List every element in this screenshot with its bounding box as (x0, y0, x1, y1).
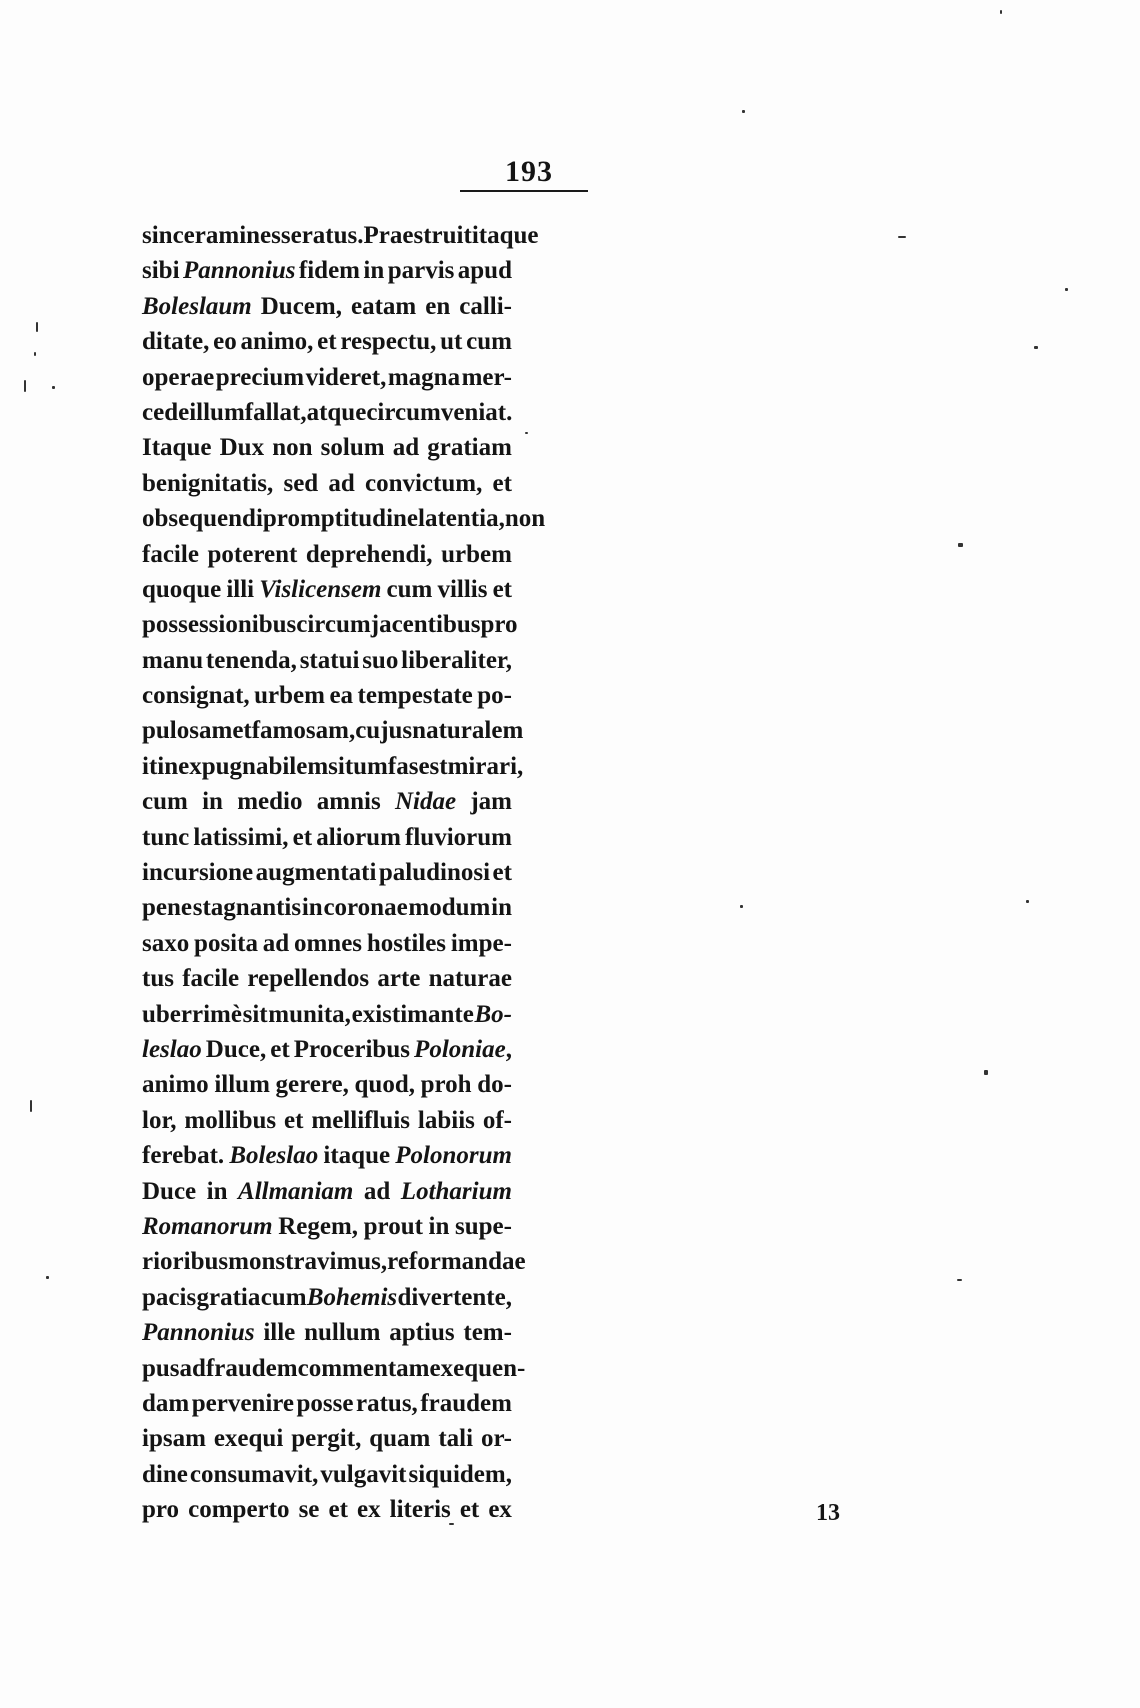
word: Boleslaum (142, 292, 252, 320)
word: rioribus (142, 1248, 229, 1276)
word: divertente, (397, 1283, 512, 1311)
word: non (272, 434, 313, 462)
word: reformandae (387, 1248, 526, 1276)
scan-speck (740, 905, 743, 908)
word: mer- (461, 363, 512, 391)
word: quam (369, 1425, 431, 1453)
word: cum (260, 1283, 307, 1311)
word: impe- (450, 929, 512, 957)
word: saxo (142, 929, 190, 957)
text-line (142, 643, 512, 678)
word: Pannonius (142, 1319, 255, 1347)
word: ratus. (301, 222, 364, 249)
word: Regem, (278, 1212, 359, 1240)
word: Duce (142, 1177, 197, 1205)
word: ut (440, 328, 463, 356)
word: tus (142, 965, 174, 993)
word: jam (470, 788, 512, 816)
word: circumjacentibus (296, 611, 481, 639)
word: illum (214, 1071, 270, 1099)
word: pulosam (142, 717, 233, 745)
word: solum (320, 434, 385, 462)
word: illi (226, 575, 255, 603)
word: supe- (455, 1212, 512, 1240)
text-line (142, 678, 512, 713)
word: arte (377, 965, 421, 993)
word: illum (189, 398, 245, 426)
word: benignitatis, (142, 469, 274, 497)
text-line (142, 1386, 512, 1421)
word: quod, (354, 1071, 415, 1099)
word: naturae (428, 965, 512, 993)
word: tali (438, 1425, 474, 1453)
word: mollibus (184, 1106, 277, 1134)
word: fraudem (205, 1354, 298, 1382)
word: et (232, 717, 252, 745)
text-line (142, 1138, 512, 1173)
word: vulgavit (320, 1460, 407, 1488)
word: coronae (323, 894, 408, 922)
word: labiis (417, 1106, 475, 1134)
word: naturalem (412, 717, 524, 745)
scan-speck (1034, 346, 1038, 349)
word: Duce, (205, 1035, 267, 1063)
word: latentia, (418, 505, 505, 533)
word: Allmaniam (238, 1177, 354, 1205)
word: leslao (142, 1035, 202, 1063)
word: sinceram (142, 222, 240, 249)
word: it (142, 752, 158, 780)
word: famosam, (251, 717, 356, 745)
word: augmentati (255, 859, 377, 887)
word: latissimi, (193, 823, 289, 851)
word: et (492, 859, 512, 887)
word: posita (194, 929, 258, 957)
word: et (284, 1106, 304, 1134)
word: et (292, 823, 313, 851)
word: Ducem, (260, 292, 342, 320)
word: eatam (350, 292, 417, 320)
text-line (142, 784, 512, 819)
scan-speck (36, 322, 38, 332)
word: cede (142, 398, 190, 426)
scan-speck (958, 543, 963, 547)
word: gratia (196, 1283, 261, 1311)
word: fallat, (244, 398, 307, 426)
word: convictum, (364, 469, 483, 497)
text-line (142, 395, 512, 430)
word: poterent (207, 540, 298, 568)
header-rule (460, 190, 588, 192)
word: tempestate (357, 682, 473, 710)
word: apud (457, 257, 512, 285)
word: tunc (142, 823, 190, 851)
word: magna (387, 363, 461, 391)
word: ditate, (142, 328, 210, 356)
scan-speck (449, 1523, 454, 1525)
word: en (425, 292, 451, 320)
word: ferebat. (142, 1142, 225, 1170)
word: repellendos (247, 965, 370, 993)
word: Proceribus (293, 1035, 410, 1063)
word: aptius (389, 1319, 455, 1347)
word: amnis (316, 788, 381, 816)
word: parvis (387, 257, 455, 285)
word: pro (480, 611, 518, 639)
word: sit (242, 1000, 268, 1028)
word: incursione (142, 859, 254, 887)
text-line (142, 1457, 512, 1492)
text-line (142, 360, 512, 395)
word: consumavit, (189, 1460, 319, 1488)
word: statui (299, 646, 360, 674)
scan-speck (1065, 288, 1068, 291)
word: et (459, 1496, 480, 1524)
text-line (142, 997, 512, 1032)
word: animo (142, 1071, 209, 1099)
word: Praestruit (363, 222, 472, 249)
page-number: 193 (505, 155, 553, 188)
scan-speck (34, 352, 36, 356)
word: pervenire (191, 1389, 295, 1417)
word: ex (488, 1496, 512, 1524)
word: Lotharium (400, 1177, 512, 1205)
word: ad (328, 469, 355, 497)
word: in (206, 1177, 228, 1205)
word: dine (142, 1460, 188, 1488)
word: hostiles (366, 929, 447, 957)
word: se (298, 1496, 320, 1524)
word: ea (329, 682, 354, 710)
word: et (270, 1035, 290, 1063)
word: manu (142, 646, 204, 674)
scan-speck (525, 432, 528, 434)
text-line (142, 430, 512, 465)
text-line (142, 855, 512, 890)
word: tenenda, (205, 646, 297, 674)
word: omnes (293, 929, 363, 957)
word: cujus (355, 717, 413, 745)
text-line (142, 1032, 512, 1067)
word: suo (362, 646, 399, 674)
word: ad (363, 1177, 391, 1205)
word: Bohemis (306, 1283, 398, 1311)
scan-speck (898, 236, 906, 238)
text-line (142, 1492, 512, 1527)
word: in (363, 257, 385, 285)
word: monstravimus, (228, 1248, 388, 1276)
word: Nidae (394, 788, 457, 816)
word: facile (182, 965, 240, 993)
word: in (428, 1212, 450, 1240)
word: pus (142, 1354, 180, 1382)
word: sibi (142, 257, 180, 285)
word: modum (408, 894, 491, 922)
word: deprehendi, (305, 540, 433, 568)
text-line (142, 1421, 512, 1456)
text-line (142, 820, 512, 855)
word: itaque (471, 222, 539, 249)
word: respectu, (340, 328, 437, 356)
word: posse (296, 1389, 354, 1417)
text-line (142, 572, 512, 607)
word: mirari, (447, 752, 524, 780)
word: sed (283, 469, 319, 497)
word: Itaque (142, 434, 212, 462)
word: comperto (188, 1496, 290, 1524)
word: eo (213, 328, 237, 356)
text-line (142, 466, 512, 501)
word: do- (477, 1071, 512, 1099)
body-text (142, 218, 546, 1527)
scan-speck (24, 380, 26, 392)
word: liberaliter, (401, 646, 512, 674)
word: aliorum (316, 823, 401, 851)
text-line (142, 1315, 512, 1350)
word: proh (420, 1071, 472, 1099)
scan-speck (984, 1070, 988, 1075)
word: villis (437, 575, 488, 603)
word: existimante (351, 1000, 474, 1028)
word: calli- (459, 292, 512, 320)
word: Dux (219, 434, 265, 462)
scan-speck (52, 386, 55, 389)
word: uberrimè (142, 1000, 242, 1028)
word: quoque (142, 575, 222, 603)
word: fluviorum (405, 823, 512, 851)
text-line (142, 713, 524, 748)
scan-speck (46, 1276, 49, 1279)
word: cum (466, 328, 512, 356)
word: munita, (268, 1000, 351, 1028)
word: pene (142, 894, 192, 922)
text-line (142, 890, 512, 925)
word: in (202, 788, 223, 816)
scan-speck (957, 1279, 962, 1281)
word: situm (328, 752, 388, 780)
word: atque (306, 398, 367, 426)
word: prout (363, 1212, 423, 1240)
word: inexpugnabilem (157, 752, 329, 780)
word: precium (215, 363, 305, 391)
text-line (142, 1244, 526, 1279)
text-line (142, 961, 512, 996)
word: Polonorum (395, 1142, 512, 1170)
word: pacis (142, 1283, 197, 1311)
word: fraudem (420, 1389, 512, 1417)
word: promptitudine (262, 505, 419, 533)
word: or- (480, 1425, 512, 1453)
word: et (328, 1496, 348, 1524)
word: siquidem, (408, 1460, 512, 1488)
text-line (142, 1209, 512, 1244)
word: commentam (297, 1354, 430, 1382)
text-line (142, 1067, 512, 1102)
word: Boleslao (229, 1142, 319, 1170)
word: facile (142, 540, 199, 568)
word: operae (142, 363, 215, 391)
word: Bo- (474, 1000, 512, 1028)
word: gerere, (275, 1071, 349, 1099)
word: of- (482, 1106, 512, 1134)
word: obsequendi (142, 505, 263, 533)
word: ipsam (142, 1425, 206, 1453)
word: videret, (305, 363, 387, 391)
word: ratus, (356, 1389, 418, 1417)
word: paludinosi (378, 859, 491, 887)
word: in (491, 894, 512, 922)
scan-speck (1000, 10, 1002, 14)
word: gratiam (427, 434, 512, 462)
word: lor, (142, 1106, 177, 1134)
word: ad (262, 929, 290, 957)
word: dam (142, 1389, 190, 1417)
word: urbem (441, 540, 512, 568)
word: pergit, (291, 1425, 362, 1453)
text-line (142, 1351, 526, 1386)
word: ad (179, 1354, 206, 1382)
text-line (142, 1174, 512, 1209)
text-line (142, 289, 512, 324)
text-line (142, 607, 518, 642)
word: Pannonius (182, 257, 296, 285)
word: Vislicensem (259, 575, 382, 603)
word: fas (387, 752, 419, 780)
word: Poloniae, (414, 1035, 512, 1063)
word: Romanorum (142, 1212, 273, 1240)
signature-mark: 13 (816, 1500, 840, 1526)
word: et (492, 575, 512, 603)
word: fidem (298, 257, 361, 285)
word: stagnantis (192, 894, 302, 922)
word: est (418, 752, 448, 780)
word: exequi (213, 1425, 284, 1453)
word: itaque (323, 1142, 391, 1170)
word: inesse (239, 222, 302, 249)
scan-speck (742, 110, 745, 113)
word: pro (142, 1496, 180, 1524)
word: medio (237, 788, 303, 816)
text-line (142, 749, 524, 784)
text-line (142, 1280, 512, 1315)
word: literis (389, 1496, 451, 1524)
scan-speck (30, 1100, 32, 1112)
text-line (142, 218, 539, 253)
text-line (142, 501, 546, 536)
word: nullum (304, 1319, 381, 1347)
word: tem- (463, 1319, 512, 1347)
word: po- (477, 682, 512, 710)
word: et (317, 328, 337, 356)
word: consignat, (142, 682, 250, 710)
word: et (492, 469, 512, 497)
word: urbem (254, 682, 325, 710)
word: animo, (240, 328, 314, 356)
text-line (142, 926, 512, 961)
word: cum (386, 575, 433, 603)
scan-speck (1026, 900, 1029, 903)
word: non (504, 505, 546, 533)
word: exequen- (429, 1354, 526, 1382)
word: ad (392, 434, 420, 462)
word: ex (356, 1496, 381, 1524)
word: cum (142, 788, 188, 816)
text-line (142, 324, 512, 359)
word: circumveniat. (366, 398, 513, 426)
word: ille (263, 1319, 296, 1347)
text-line (142, 253, 512, 288)
text-line (142, 1103, 512, 1138)
text-line (142, 537, 512, 572)
word: in (301, 894, 323, 922)
word: mellifluis (311, 1106, 410, 1134)
word: possessionibus (142, 611, 297, 639)
